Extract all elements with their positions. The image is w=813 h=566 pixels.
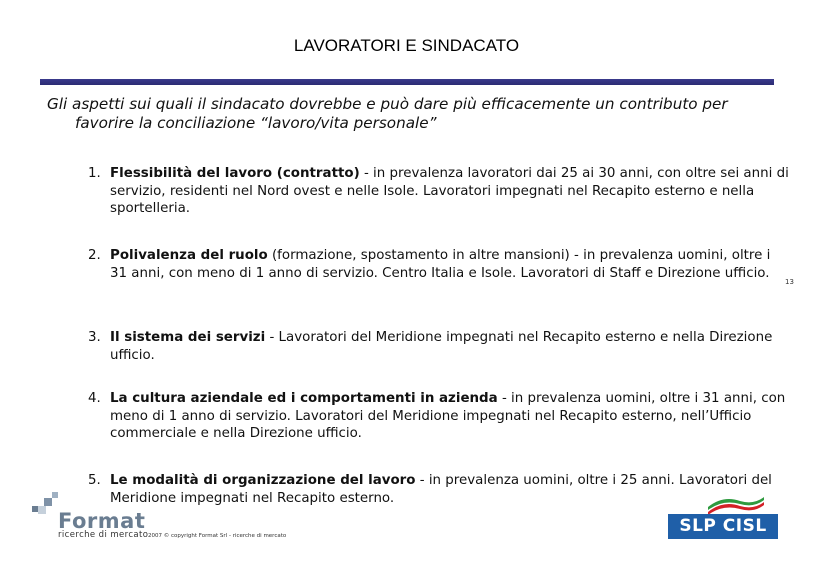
item-number: 3.: [88, 330, 101, 345]
intro-text: Gli aspetti sui quali il sindacato dovrebbe e può dare più efficacemente un contributo per favorire la conciliazione “lavoro/vita personale”: [47, 95, 728, 132]
slp-cisl-logo: SLP CISL: [668, 514, 778, 539]
item-text: (formazione, spostamento in altre mansioni) - in prevalenza uomini, oltre i 31 anni, con meno di 1 anno di servizio. Centro Italia e Isole. Lavoratori di Staff e Direzione ufficio.: [110, 248, 771, 281]
item-text: - in prevalenza uomini, oltre i 31 anni, con meno di 1 anno di servizio. Lavoratori del Meridione impegnati nel Recapito esterno, nell’Ufficio commerciale e nella Direzione ufficio.: [110, 391, 786, 441]
item-heading: La cultura aziendale ed i comportamenti in azienda: [110, 391, 498, 406]
list-item: [88, 329, 790, 364]
item-number: 1.: [88, 166, 101, 181]
copyright-text: 2007 © copyright Format Srl - ricerche di mercato: [148, 533, 287, 539]
item-heading: Le modalità di organizzazione del lavoro: [110, 473, 416, 488]
item-heading: Il sistema dei servizi: [110, 330, 266, 345]
item-number: 4.: [88, 391, 101, 406]
item-number: 2.: [88, 248, 101, 263]
title-divider: [40, 79, 774, 85]
format-logo-text: Format: [58, 509, 146, 533]
item-text: - in prevalenza uomini, oltre i 25 anni. Lavoratori del Meridione impegnati nel Recapito esterno.: [110, 473, 772, 506]
item-number: 5.: [88, 473, 101, 488]
list-item: [88, 247, 790, 282]
item-text: - in prevalenza lavoratori dai 25 ai 30 anni, con oltre sei anni di servizio, residenti nel Nord ovest e nelle Isole. Lavoratori impegnati nel Recapito esterno e nella sportelleria.: [110, 166, 789, 216]
slide-title: LAVORATORI E SINDACATO: [293, 36, 520, 55]
item-heading: Polivalenza del ruolo: [110, 248, 268, 263]
format-tagline: ricerche di mercato: [58, 530, 149, 540]
item-heading: Flessibilità del lavoro (contratto): [110, 166, 360, 181]
page-number: 13: [785, 278, 794, 286]
item-text: - Lavoratori del Meridione impegnati nel Recapito esterno e nella Direzione ufficio.: [110, 330, 773, 363]
list-item: [88, 165, 790, 218]
list-item: [88, 390, 790, 443]
